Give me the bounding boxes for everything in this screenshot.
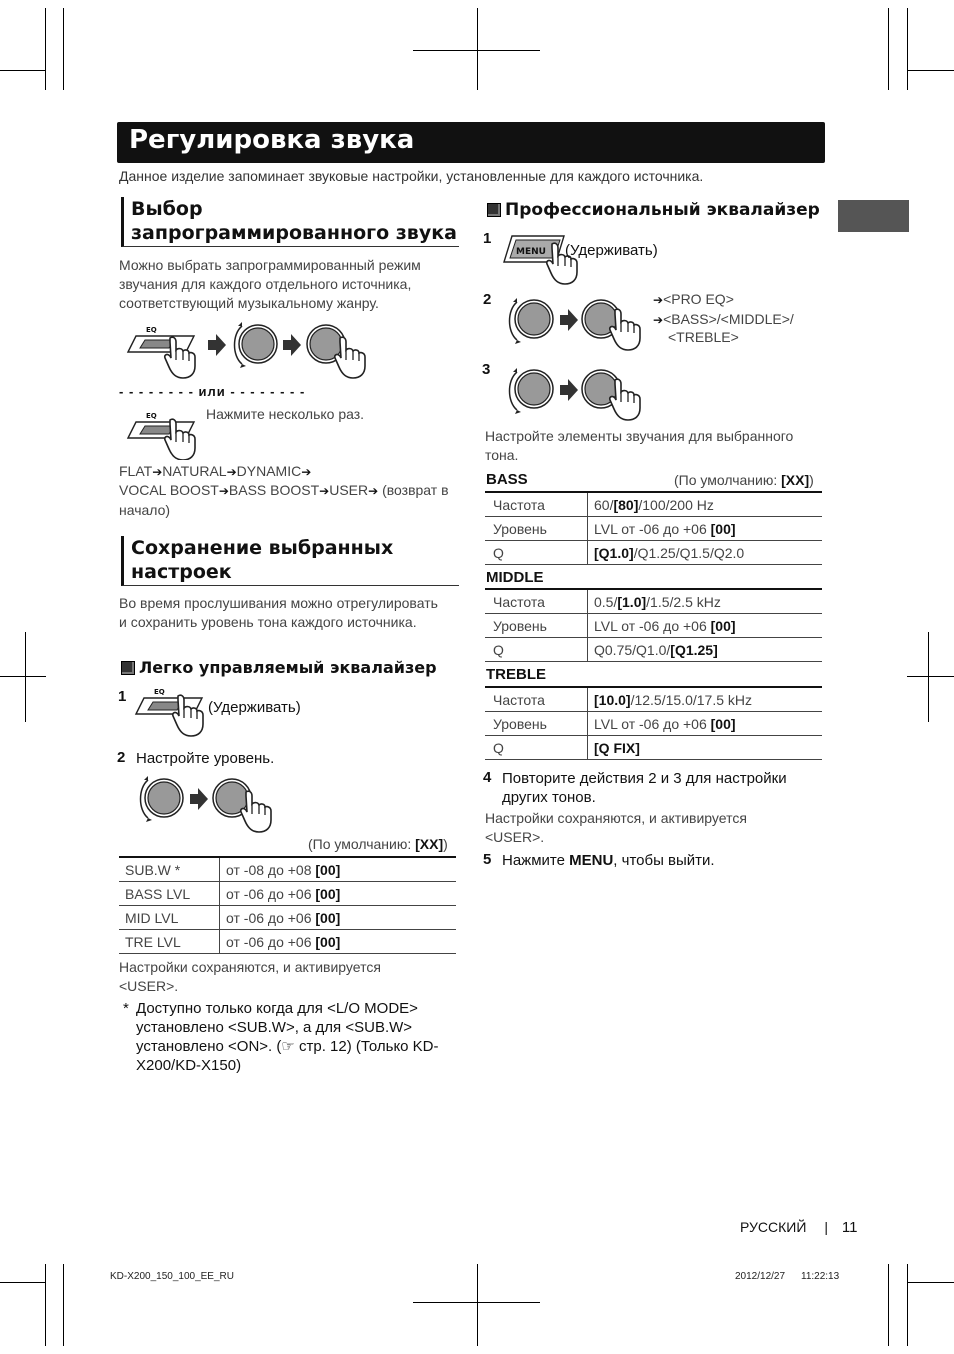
eq-button-icon: [128, 326, 194, 352]
hold-label: (Удерживать): [208, 699, 301, 716]
doc-code: KD-X200_150_100_EE_RU: [110, 1271, 234, 1282]
table-row: [485, 492, 822, 517]
default-note: [674, 472, 814, 488]
arrow-right-icon: [208, 334, 226, 356]
setting-value: от -06 до +06 [00]: [220, 882, 457, 906]
arrow-icon: ➔: [653, 293, 664, 307]
preset-flow-line1: [119, 462, 311, 482]
table-row: [119, 930, 456, 954]
table-row: [485, 541, 822, 565]
print-date: 2012/12/27: [735, 1271, 786, 1282]
section-heading-save: Сохранение выбранных настроек: [121, 536, 459, 586]
crop-mark: [928, 632, 929, 722]
eq-preset-illustration: [126, 318, 376, 384]
setting-value: [Q1.0]/Q1.25/Q1.5/Q2.0: [588, 541, 823, 565]
control-knob-icon: [515, 370, 553, 408]
setting-name: TRE LVL: [119, 930, 220, 954]
preset-dynamic: DYNAMIC: [236, 463, 302, 479]
arrow-icon: ➔: [368, 484, 379, 498]
step2-line3: <TREBLE>: [668, 329, 739, 345]
save-description: Во время прослушивания можно отрегулировать и сохранить уровень тона каждого источника.: [119, 595, 438, 630]
easy-eq-table: [119, 856, 456, 954]
setting-value: от -06 до +06 [00]: [220, 906, 457, 930]
adjust-level-illustration: [136, 774, 276, 834]
arrow-icon: ➔: [301, 465, 312, 479]
step-number: 1: [118, 688, 127, 705]
crop-mark: [63, 1264, 64, 1346]
table-row: [485, 614, 822, 638]
arrow-icon: ➔: [653, 313, 664, 327]
menu-keyword: MENU: [569, 852, 614, 869]
setting-name: Уровень: [485, 712, 588, 736]
pro-eq-heading-text: Профессиональный эквалайзер: [505, 200, 820, 220]
pro-eq-heading: [487, 200, 820, 220]
table-row: [485, 736, 822, 760]
step-number: 2: [483, 291, 492, 308]
square-bullet-icon: [487, 203, 501, 217]
footnote-mark: *: [123, 1000, 129, 1017]
crop-mark: [0, 70, 46, 71]
setting-name: SUB.W *: [119, 857, 220, 882]
section-heading-preset: Выбор запрограммированного звука: [121, 197, 459, 247]
setting-name: Частота: [485, 687, 588, 712]
table-row: [119, 906, 456, 930]
crop-mark: [0, 676, 46, 677]
menu-item-pro-eq: <PRO EQ>: [663, 291, 734, 307]
setting-name: Уровень: [485, 517, 588, 541]
default-suffix: ): [443, 836, 448, 852]
hand-icon: [335, 337, 365, 378]
setting-value: LVL от -06 до +06 [00]: [588, 712, 823, 736]
crop-mark: [907, 676, 954, 677]
step-number: 3: [482, 361, 491, 378]
step2-line1: [653, 290, 734, 310]
hand-icon: [610, 309, 640, 350]
square-bullet-icon: [121, 661, 135, 675]
arrow-right-icon: [190, 788, 208, 810]
adjust-tone-illustration: [505, 364, 650, 422]
step-number: 2: [117, 749, 126, 766]
default-prefix: (По умолчанию:: [308, 836, 416, 852]
setting-name: Q: [485, 541, 588, 565]
setting-value: LVL от -06 до +06 [00]: [588, 517, 823, 541]
crop-mark: [63, 8, 64, 90]
control-knob-icon: [145, 779, 183, 817]
crop-mark: [888, 1264, 889, 1346]
default-prefix: (По умолчанию:: [674, 472, 782, 488]
setting-value: Q0.75/Q1.0/[Q1.25]: [588, 638, 823, 662]
preset-flow-line2: [119, 481, 464, 520]
crop-mark: [477, 1264, 478, 1346]
step5-suffix: , чтобы выйти.: [613, 852, 715, 869]
crop-mark: [907, 1264, 908, 1346]
crop-mark: [45, 8, 46, 90]
default-note: [308, 836, 448, 852]
step-number: 5: [483, 851, 492, 868]
preset-bass-boost: BASS BOOST: [228, 482, 320, 498]
crop-mark: [907, 1282, 954, 1283]
setting-name: Q: [485, 736, 588, 760]
menu-label: MENU: [516, 247, 546, 257]
saved-note: Настройки сохраняются, и активируется <USER>.: [119, 959, 381, 994]
eq-press-illustration: [126, 404, 206, 460]
table-row: [119, 857, 456, 882]
hand-icon: [610, 379, 640, 420]
step5-prefix: Нажмите: [502, 852, 570, 869]
language-tab-marker: [838, 200, 909, 232]
control-knob-icon: [515, 300, 553, 338]
hand-icon: [241, 791, 271, 832]
setting-name: Частота: [485, 589, 588, 614]
setting-name: Уровень: [485, 614, 588, 638]
print-time: 11:22:13: [801, 1271, 840, 1282]
crop-mark: [907, 70, 954, 71]
table-row: [485, 589, 822, 614]
setting-name: Частота: [485, 492, 588, 517]
step-number: 1: [483, 230, 492, 247]
press-hint: Нажмите несколько раз.: [206, 406, 365, 422]
page-title-bar: [117, 122, 825, 163]
menu-item-tones: <BASS>/<MIDDLE>/: [663, 311, 794, 327]
step-number: 4: [483, 769, 492, 786]
preset-user: USER: [329, 482, 369, 498]
treble-settings-table: [485, 686, 822, 760]
footer-language: РУССКИЙ: [740, 1219, 807, 1235]
setting-name: BASS LVL: [119, 882, 220, 906]
easy-eq-heading-text: Легко управляемый эквалайзер: [139, 658, 437, 677]
step2-text: Настройте уровень.: [136, 750, 275, 767]
footer-separator: |: [824, 1219, 828, 1235]
table-row: [485, 638, 822, 662]
table-row: [485, 712, 822, 736]
easy-eq-heading: [121, 658, 437, 677]
setting-value: [10.0]/12.5/15.0/17.5 kHz: [588, 687, 823, 712]
group-name-bass: BASS: [486, 471, 528, 488]
preset-flow-tail: (возврат в начало): [119, 482, 449, 518]
arrow-icon: ➔: [152, 465, 163, 479]
crop-mark: [888, 8, 889, 90]
adjust-note: Настройте элементы звучания для выбранного тона.: [485, 428, 794, 463]
default-suffix: ): [809, 472, 814, 488]
table-row: [119, 882, 456, 906]
setting-value: от -08 до +08 [00]: [220, 857, 457, 882]
middle-settings-table: [485, 588, 822, 662]
step5-text: [502, 851, 715, 870]
setting-value: от -06 до +06 [00]: [220, 930, 457, 954]
page-title: Регулировка звука: [129, 125, 415, 155]
preset-vocal-boost: VOCAL BOOST: [119, 482, 219, 498]
setting-value: [Q FIX]: [588, 736, 823, 760]
group-name-middle: MIDDLE: [486, 569, 544, 586]
setting-value: 0.5/[1.0]/1.5/2.5 kHz: [588, 589, 823, 614]
setting-name: Q: [485, 638, 588, 662]
select-tone-illustration: [505, 294, 650, 352]
setting-value: LVL от -06 до +06 [00]: [588, 614, 823, 638]
crop-mark: [477, 8, 478, 90]
arrow-icon: ➔: [226, 465, 237, 479]
setting-value: 60/[80]/100/200 Hz: [588, 492, 823, 517]
default-value: [XX]: [415, 836, 444, 852]
page-number: 11: [841, 1219, 858, 1236]
step4-text: Повторите действия 2 и 3 для настройки других тонов.: [502, 770, 787, 806]
crop-mark: [25, 632, 26, 722]
footnote: Доступно только когда для <L/O MODE> установлено <SUB.W>, а для <SUB.W> установлено <ON>. (☞ стр. 12) (Только KD-X200/KD-X150): [136, 1000, 439, 1074]
crop-mark: [907, 8, 908, 90]
setting-name: MID LVL: [119, 906, 220, 930]
arrow-right-icon: [560, 309, 578, 331]
saved-note: Настройки сохраняются, и активируется <USER>.: [485, 810, 747, 845]
arrow-icon: ➔: [319, 484, 330, 498]
crop-mark: [45, 1264, 46, 1346]
preset-description: Можно выбрать запрограммированный режим звучания для каждого отдельного источника, соответствующий музыкальному жанру.: [119, 257, 421, 311]
page-footer: [740, 1219, 857, 1236]
arrow-right-icon: [283, 334, 301, 356]
bass-settings-table: [485, 491, 822, 565]
table-row: [485, 517, 822, 541]
default-value: [XX]: [781, 472, 810, 488]
step2-line2: [653, 310, 794, 330]
table-row: [485, 687, 822, 712]
or-separator: - - - - - - - - или - - - - - - - -: [119, 384, 306, 399]
hold-label: (Удерживать): [565, 242, 658, 259]
preset-flat: FLAT: [119, 463, 153, 479]
eq-hold-illustration: [134, 684, 214, 740]
preset-natural: NATURAL: [162, 463, 227, 479]
intro-text: Данное изделие запоминает звуковые настройки, установленные для каждого источника.: [119, 168, 704, 184]
control-knob-icon: [239, 325, 277, 363]
crop-mark: [0, 1282, 46, 1283]
group-name-treble: TREBLE: [486, 666, 546, 683]
arrow-right-icon: [560, 379, 578, 401]
arrow-icon: ➔: [218, 484, 229, 498]
